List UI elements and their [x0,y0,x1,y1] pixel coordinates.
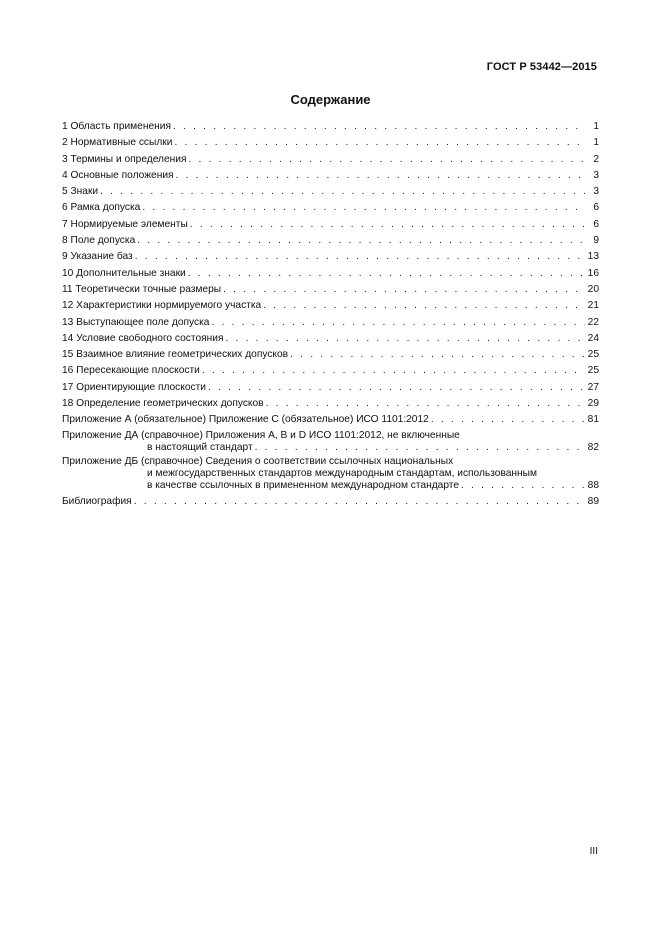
toc-entry-page: 9 [593,235,599,247]
dot-leader [202,364,585,378]
toc-entry[interactable] [62,413,599,429]
toc-entry[interactable] [62,185,599,201]
toc-entry-page: 13 [587,251,599,263]
toc-entry-label: 4 Основные положения [62,169,174,181]
toc-entry[interactable] [62,316,599,332]
toc-entry-page: 29 [587,398,599,410]
toc-entry-label: 10 Дополнительные знаки [62,267,186,279]
toc-entry-page: 16 [587,267,599,279]
toc-title: Содержание [290,92,371,107]
toc-entry-label: 7 Нормируемые элементы [62,218,188,230]
toc-entry-label: 15 Взаимное влияние геометрических допусков [62,349,289,361]
toc-entry[interactable] [62,283,599,299]
toc-entry-label: 2 Нормативные ссылки [62,137,173,149]
toc-entry-page: 21 [587,300,599,312]
toc-entry-label: 8 Поле допуска [62,235,136,247]
toc-entry-label: 5 Знаки [62,186,99,198]
dot-leader [290,348,585,362]
toc-entry-page: 6 [593,202,599,214]
toc-entry-page: 2 [593,153,599,165]
toc-entry[interactable] [62,250,599,266]
toc-entry[interactable] [62,169,599,185]
toc-entry-label: Приложение ДА (справочное) Приложения А, В и D ИСО 1101:2012, не включенные [62,429,460,441]
toc-entry-label: 1 Область применения [62,121,171,132]
toc-entry-label: 3 Термины и определения [62,153,187,165]
toc-entry-page: 22 [587,316,599,328]
toc-entry-last-line [62,480,599,492]
toc-entry[interactable] [62,218,599,234]
toc-entry-page: 89 [587,496,599,508]
dot-leader [431,413,585,427]
toc-entry[interactable] [62,267,599,283]
toc-entry-bibliography[interactable] [62,495,599,511]
table-of-contents [62,120,599,512]
toc-entry-page: 1 [593,121,599,132]
toc-entry-page: 3 [593,169,599,181]
dot-leader [266,397,585,411]
toc-entry-page: 3 [593,186,599,198]
toc-entry-page: 25 [587,365,599,377]
toc-entry-label: Приложение ДБ (справочное) Сведения о соответствии ссылочных национальных [62,456,454,468]
toc-entry[interactable] [62,201,599,217]
toc-entry-label: 13 Выступающее поле допуска [62,316,210,328]
dot-leader [100,185,585,199]
dot-leader [174,136,585,150]
toc-entry-page: 27 [587,381,599,393]
toc-entry-label: 6 Рамка допуска [62,202,141,214]
dot-leader [134,495,585,509]
dot-leader [142,201,585,215]
toc-entry-page: 24 [587,332,599,344]
toc-entry[interactable] [62,299,599,315]
toc-entry[interactable] [62,381,599,397]
toc-entry[interactable] [62,332,599,348]
toc-entry-last-line [62,442,599,454]
toc-entry-page: 20 [587,283,599,295]
toc-entry[interactable] [62,364,599,380]
toc-entry-label: Приложение А (обязательное) Приложение С (обязательное) ИСО 1101:2012 [62,414,429,426]
toc-entry-label: 16 Пересекающие плоскости [62,365,200,377]
toc-entry-page: 81 [587,414,599,426]
dot-leader [208,381,585,395]
dot-leader [137,234,585,248]
toc-entry-page: 88 [587,480,599,492]
dot-leader [190,218,585,232]
dot-leader [263,299,585,313]
toc-entry[interactable] [62,234,599,250]
toc-entry-label: 11 Теоретически точные размеры [62,283,222,295]
toc-entry-page: 82 [587,441,599,453]
toc-entry[interactable] [62,348,599,364]
dot-leader [225,332,585,346]
toc-entry-appendix-db[interactable] [62,456,599,492]
toc-entry-label-continued: в качестве ссылочных в примененном международном стандарте [147,480,459,492]
dot-leader [176,169,585,183]
toc-entry-label-continued: и межгосударственных стандартов международным стандартам, использованным [147,468,538,480]
toc-entry-page: 1 [593,137,599,149]
toc-entry-label: 17 Ориентирующие плоскости [62,381,206,393]
dot-leader [135,250,585,264]
page-number: III [589,846,598,857]
dot-leader [188,153,585,167]
toc-entry-page: 25 [587,349,599,361]
toc-entry-page: 6 [593,218,599,230]
toc-entry-label: 9 Указание баз [62,251,133,263]
toc-entry[interactable] [62,153,599,169]
toc-entry[interactable] [62,397,599,413]
toc-entry-label: 18 Определение геометрических допусков [62,398,264,410]
dot-leader [211,316,585,330]
dot-leader [188,267,585,281]
toc-entry[interactable] [62,136,599,152]
toc-entry-label: Библиография [62,496,132,508]
toc-entry-label: 12 Характеристики нормируемого участка [62,300,262,312]
toc-entry[interactable] [62,120,599,136]
toc-entry-label-continued: в настоящий стандарт [147,441,253,453]
standard-id: ГОСТ Р 53442—2015 [486,61,597,73]
toc-entry-appendix-da[interactable] [62,430,599,454]
dot-leader [223,283,585,297]
dot-leader [173,120,585,134]
dot-leader [255,442,585,454]
dot-leader [461,480,585,492]
toc-entry-label: 14 Условие свободного состояния [62,332,224,344]
